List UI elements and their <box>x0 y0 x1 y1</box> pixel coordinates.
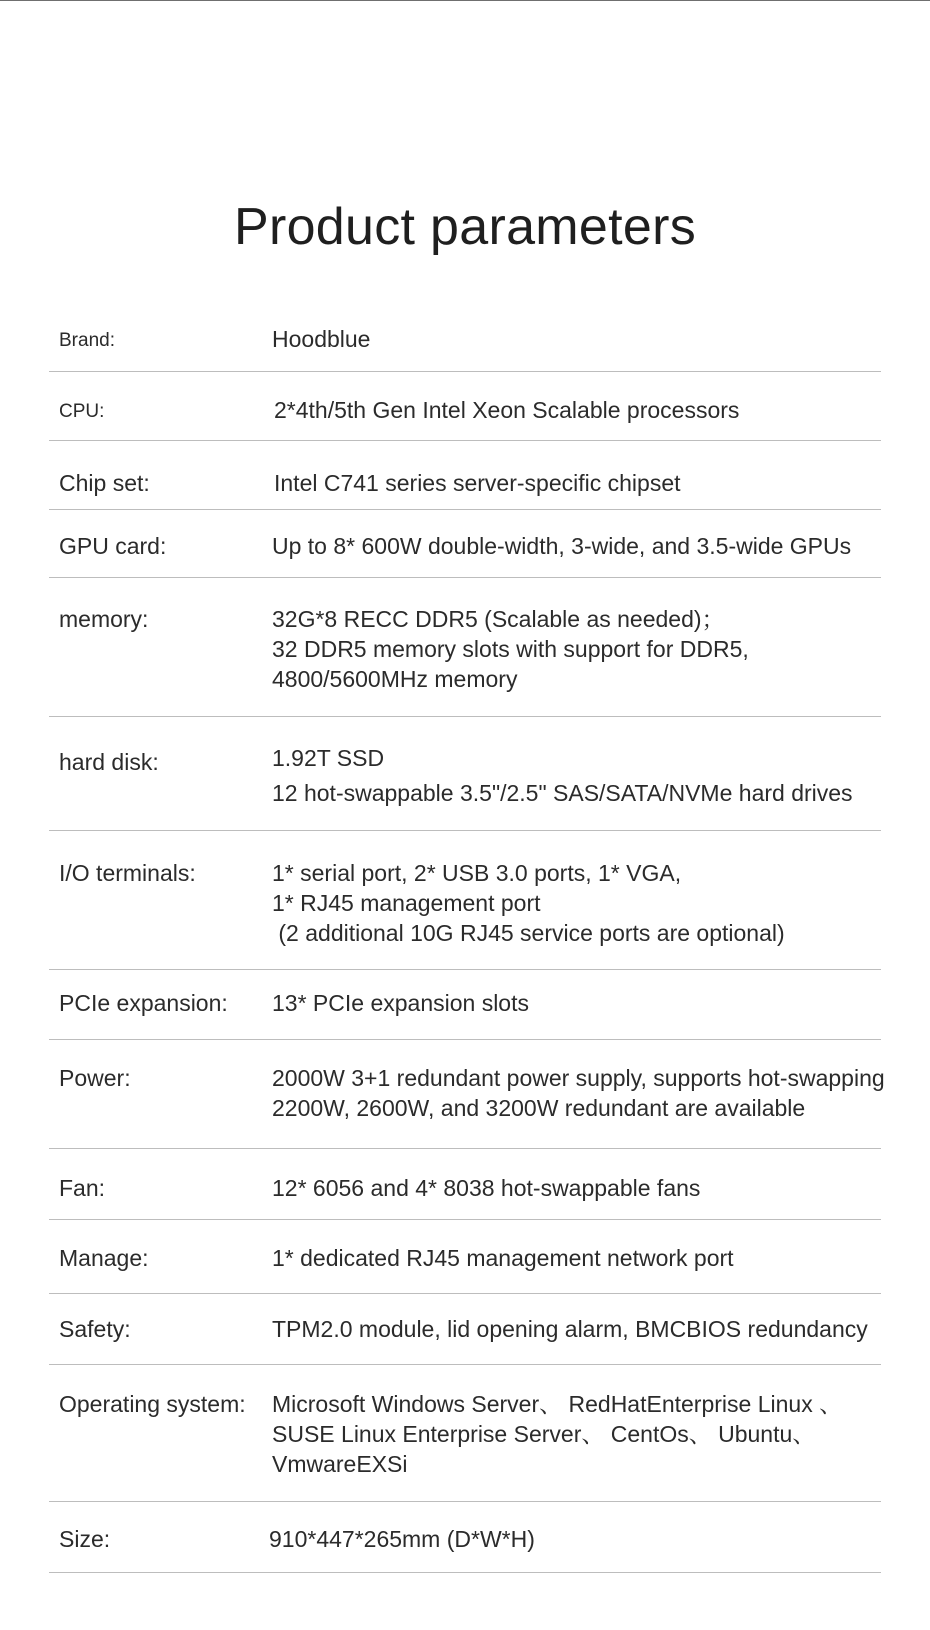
row-divider <box>49 1572 881 1573</box>
param-value <box>272 988 930 1018</box>
row-divider <box>49 1039 881 1040</box>
param-value-line: 32G*8 RECC DDR5 (Scalable as needed)； <box>272 606 725 632</box>
param-label: memory: <box>59 606 149 632</box>
param-value-line: 4800/5600MHz memory <box>272 666 518 692</box>
param-label: Operating system: <box>59 1391 246 1417</box>
row-divider <box>49 969 881 970</box>
param-value <box>272 324 930 354</box>
param-label: I/O terminals: <box>59 860 196 886</box>
param-value-line: 12* 6056 and 4* 8038 hot-swappable fans <box>272 1175 701 1201</box>
row-divider <box>49 1148 881 1149</box>
param-value-line: TPM2.0 module, lid opening alarm, BMCBIOS redundancy <box>272 1316 868 1342</box>
param-label: PCIe expansion: <box>59 990 228 1016</box>
param-value <box>274 395 930 425</box>
param-label: hard disk: <box>59 749 159 775</box>
param-value <box>272 1389 930 1479</box>
row-divider <box>49 830 881 831</box>
row-divider <box>49 1501 881 1502</box>
param-value-line: Hoodblue <box>272 326 371 352</box>
param-value-line: Intel C741 series server-specific chipset <box>274 470 681 496</box>
param-value-line: SUSE Linux Enterprise Server、 CentOs、 Ubuntu、 <box>272 1421 816 1447</box>
param-value-line: 1* serial port, 2* USB 3.0 ports, 1* VGA, <box>272 860 682 886</box>
param-value <box>274 468 930 498</box>
row-divider <box>49 1219 881 1220</box>
param-value-line: 1* dedicated RJ45 management network port <box>272 1245 734 1271</box>
param-label: CPU: <box>59 401 105 422</box>
top-border-line <box>0 0 930 1</box>
param-label: Chip set: <box>59 470 150 496</box>
param-value-line: Up to 8* 600W double-width, 3-wide, and 3.5-wide GPUs <box>272 533 852 559</box>
row-divider <box>49 1364 881 1365</box>
param-label: GPU card: <box>59 533 167 559</box>
row-divider <box>49 371 881 372</box>
param-value <box>272 741 930 811</box>
param-value <box>272 858 930 948</box>
param-value-line: 910*447*265mm (D*W*H) <box>269 1526 535 1552</box>
param-value-line: 2200W, 2600W, and 3200W redundant are available <box>272 1095 806 1121</box>
page-title: Product parameters <box>233 197 697 256</box>
param-value-line: 32 DDR5 memory slots with support for DDR5, <box>272 636 749 662</box>
param-value-line: 12 hot-swappable 3.5"/2.5" SAS/SATA/NVMe hard drives <box>272 780 853 806</box>
param-value-line: 13* PCIe expansion slots <box>272 990 529 1016</box>
param-value <box>272 1243 930 1273</box>
param-value-line: 1* RJ45 management port <box>272 890 541 916</box>
param-value <box>269 1524 930 1554</box>
param-value-line: Microsoft Windows Server、 RedHatEnterprise Linux 、 <box>272 1391 843 1417</box>
row-divider <box>49 440 881 441</box>
param-value <box>272 1063 930 1123</box>
param-value <box>272 531 930 561</box>
param-label: Brand: <box>59 330 115 351</box>
param-value-line: 2000W 3+1 redundant power supply, supports hot-swapping <box>272 1065 885 1091</box>
row-divider <box>49 1293 881 1294</box>
row-divider <box>49 716 881 717</box>
param-value <box>272 1173 930 1203</box>
param-value-line: VmwareEXSi <box>272 1451 408 1477</box>
param-value-line: (2 additional 10G RJ45 service ports are optional) <box>272 920 785 946</box>
param-value <box>272 1314 930 1344</box>
param-label: Fan: <box>59 1175 106 1201</box>
param-label: Power: <box>59 1065 131 1091</box>
param-value <box>272 604 930 694</box>
param-value-line: 1.92T SSD <box>272 745 385 771</box>
param-label: Manage: <box>59 1245 149 1271</box>
row-divider <box>49 509 881 510</box>
param-label: Safety: <box>59 1316 131 1342</box>
row-divider <box>49 577 881 578</box>
param-value-line: 2*4th/5th Gen Intel Xeon Scalable processors <box>274 397 740 423</box>
param-label: Size: <box>59 1526 111 1552</box>
